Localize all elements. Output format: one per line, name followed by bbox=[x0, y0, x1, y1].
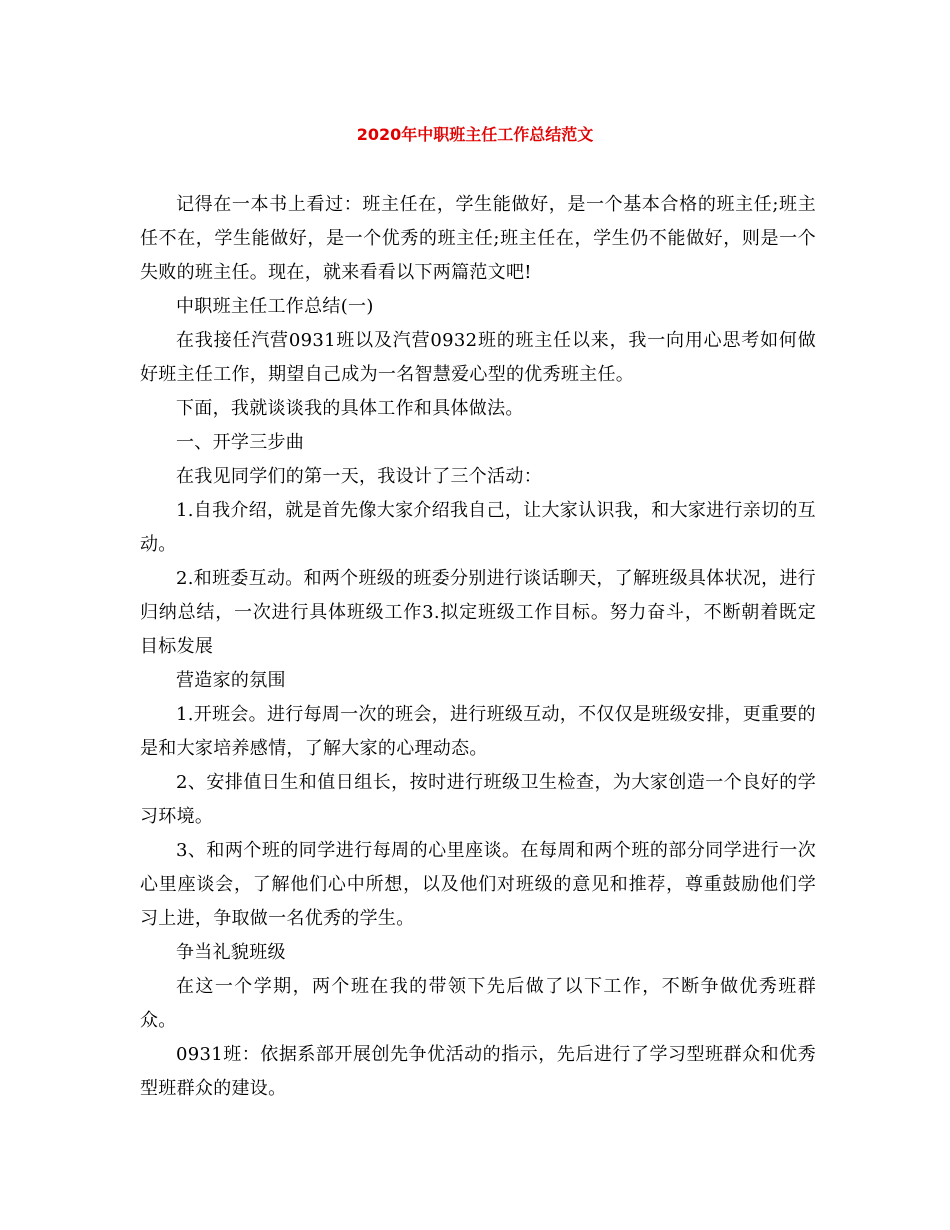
paragraph: 在这一个学期，两个班在我的带领下先后做了以下工作，不断争做优秀班群众。 bbox=[140, 976, 816, 1031]
list-item: 1.开班会。进行每周一次的班会，进行班级互动，不仅仅是班级安排，更重要的是和大家培养感情，了解大家的心理动态。 bbox=[140, 704, 816, 759]
paragraph: 0931班：依据系部开展创先争优活动的指示，先后进行了学习型班群众和优秀型班群众的建设。 bbox=[140, 1044, 816, 1099]
paragraph-intro: 记得在一本书上看过：班主任在，学生能做好，是一个基本合格的班主任;班主任不在，学生能做好，是一个优秀的班主任;班主任在，学生仍不能做好，则是一个失败的班主任。现在，就来看看以下两篇范文吧! bbox=[140, 194, 816, 283]
paragraph: 在我接任汽营0931班以及汽营0932班的班主任以来，我一向用心思考如何做好班主任工作，期望自己成为一名智慧爱心型的优秀班主任。 bbox=[140, 330, 816, 385]
list-item: 3、和两个班的同学进行每周的心里座谈。在每周和两个班的部分同学进行一次心里座谈会，了解他们心中所想，以及他们对班级的意见和推荐，尊重鼓励他们学习上进，争取做一名优秀的学生。 bbox=[140, 840, 816, 929]
document-body bbox=[140, 188, 816, 1106]
list-item: 2.和班委互动。和两个班级的班委分别进行谈话聊天，了解班级具体状况，进行归纳总结，一次进行具体班级工作3.拟定班级工作目标。努力奋斗，不断朝着既定目标发展 bbox=[140, 568, 816, 657]
section-heading: 争当礼貌班级 bbox=[176, 942, 286, 963]
paragraph: 下面，我就谈谈我的具体工作和具体做法。 bbox=[176, 398, 524, 419]
paragraph: 在我见同学们的第一天，我设计了三个活动： bbox=[176, 466, 542, 487]
section-heading: 营造家的氛围 bbox=[176, 670, 286, 691]
list-item: 2、安排值日生和值日组长，按时进行班级卫生检查，为大家创造一个良好的学习环境。 bbox=[140, 772, 816, 827]
document-title: 2020年中职班主任工作总结范文 bbox=[356, 125, 594, 144]
section-heading: 一、开学三步曲 bbox=[176, 432, 305, 453]
list-item: 1.自我介绍，就是首先像大家介绍我自己，让大家认识我，和大家进行亲切的互动。 bbox=[140, 500, 816, 555]
section-heading-summary-one: 中职班主任工作总结(一) bbox=[176, 296, 374, 317]
